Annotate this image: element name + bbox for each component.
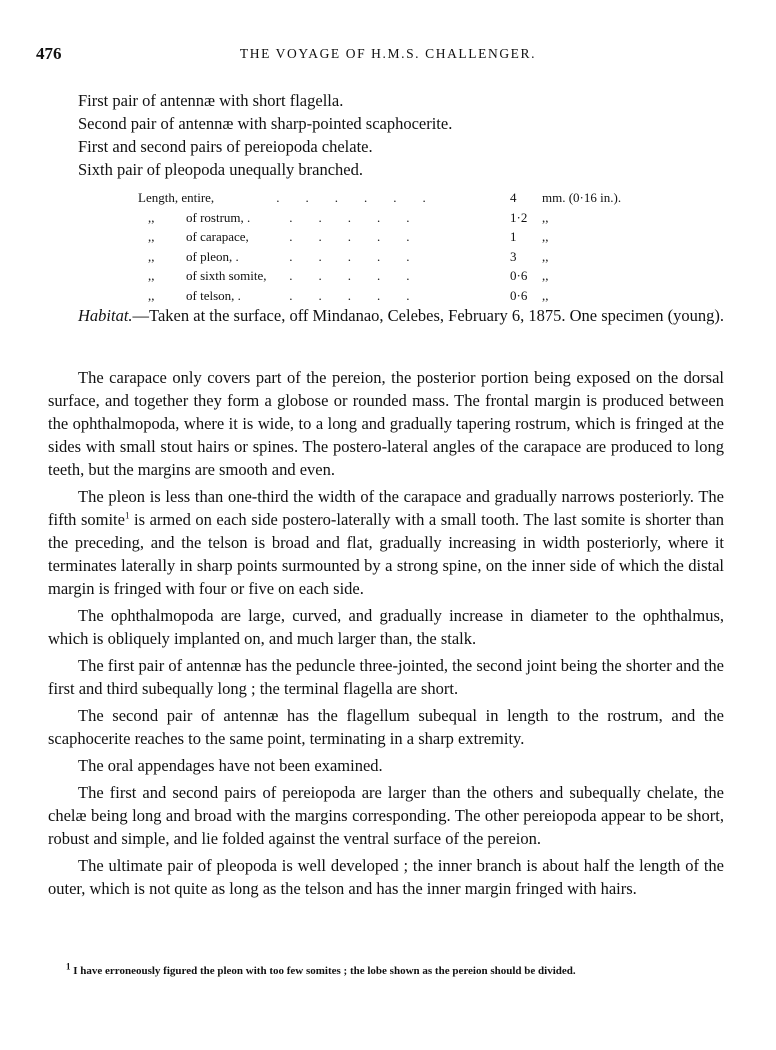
measurement-label: of carapace,	[186, 229, 249, 244]
character-line: Sixth pair of pleopoda unequally branched.	[78, 160, 364, 179]
measurement-unit: mm. (0·16 in.).	[542, 190, 622, 205]
measurement-value: 0·6	[510, 287, 528, 303]
measurement-row	[138, 190, 658, 210]
measurement-row	[138, 210, 658, 230]
measurement-unit: ,,	[542, 229, 549, 244]
paragraph-carapace: The carapace only covers part of the pereion, the posterior portion being exposed on the dorsal surface, and together they form a globose or rounded mass. The frontal margin is produced between the ophthalmopoda, where it is wide, to a long and gradually tapering rostrum, which is fringed at the sides with small stout hairs or spines. The postero-lateral angles of the carapace are produced to long teeth, but the margins are smooth and even.	[48, 368, 724, 479]
measurements-table	[138, 190, 658, 307]
ditto-mark: ,,	[148, 248, 155, 264]
measurement-label: of telson, .	[186, 287, 241, 303]
ditto-mark: ,,	[148, 229, 155, 244]
measurement-unit: ,,	[542, 248, 549, 264]
paragraph-pleon	[48, 485, 724, 600]
footnote-marker: 1	[66, 961, 71, 972]
measurement-label: Length, entire,	[138, 190, 215, 205]
paragraph-pereiopoda: The first and second pairs of pereiopoda are larger than the others and subequally chelate, the chelæ being long and broad with the margins corresponding. The other pereiopoda appear to be short, robust and simple, and lie folded against the ventral surface of the pereion.	[48, 783, 724, 848]
measurement-row	[138, 249, 658, 269]
character-line: First and second pairs of pereiopoda chelate.	[78, 137, 373, 156]
paragraph-pleopoda: The ultimate pair of pleopoda is well developed ; the inner branch is about half the length of the outer, which is not quite as long as the telson and has the inner margin fringed with hairs.	[48, 856, 724, 898]
running-title: THE VOYAGE OF H.M.S. CHALLENGER.	[239, 46, 537, 61]
measurement-label: of rostrum, .	[186, 209, 251, 225]
leader-dots: . . . . .	[260, 229, 420, 244]
habitat-paragraph	[48, 304, 724, 327]
paragraph-second-antennae: The second pair of antennæ has the flagellum subequal in length to the rostrum, and the scaphocerite reaches to the same point, terminating in a sharp extremity.	[48, 706, 724, 748]
paragraph-pleon-text-a: The pleon is less than one-third the width of the carapace and gradually narrows posteriorly. The fifth somite	[48, 487, 724, 529]
measurement-value: 4	[510, 190, 517, 205]
habitat-label: Habitat.	[78, 306, 133, 325]
ditto-mark: ,,	[148, 209, 155, 225]
habitat-text: —Taken at the surface, off Mindanao, Celebes, February 6, 1875. One specimen (young).	[132, 306, 724, 325]
measurement-value: 1·2	[510, 209, 528, 225]
description-body	[48, 366, 724, 904]
character-line: First pair of antennæ with short flagella.	[78, 91, 344, 110]
measurement-value: 3	[510, 248, 517, 264]
footnote-reference: 1	[124, 510, 130, 521]
leader-dots: . . . . .	[260, 248, 420, 264]
paragraph-pleon-text-b: is armed on each side postero-laterally with a small tooth. The last somite is shorter than the preceding, and the telson is broad and flat, gradually increasing in width posteriorly, where it terminates laterally in sharp points surmounted by a strong spine, on the inner side of which the distal margin is fringed with four or five on each side.	[48, 510, 724, 598]
ditto-mark: ,,	[148, 287, 155, 303]
leader-dots: . . . . . .	[260, 190, 436, 205]
measurement-value: 1	[510, 229, 517, 244]
measurement-unit: ,,	[542, 268, 549, 283]
leader-dots: . . . . .	[260, 268, 420, 283]
paragraph-first-antennae: The first pair of antennæ has the peduncle three-jointed, the second joint being the shorter and the first and third subequally long ; the terminal flagella are short.	[48, 656, 724, 698]
measurement-value: 0·6	[510, 268, 528, 283]
page-header	[36, 44, 740, 66]
page-number: 476	[36, 44, 62, 63]
measurement-unit: ,,	[542, 209, 549, 225]
paragraph-ophthalmopoda: The ophthalmopoda are large, curved, and gradually increase in diameter to the ophthalmus, which is obliquely implanted on, and much larger than, the stalk.	[48, 606, 724, 648]
measurement-unit: ,,	[542, 287, 549, 303]
measurement-row	[138, 229, 658, 249]
measurement-row	[138, 268, 658, 288]
leader-dots: . . . . .	[260, 209, 420, 225]
paragraph-oral-appendages: The oral appendages have not been examined.	[78, 756, 383, 775]
measurement-label: of pleon, .	[186, 248, 239, 264]
measurement-label: of sixth somite,	[186, 268, 267, 283]
character-line: Second pair of antennæ with sharp-pointed scaphocerite.	[78, 114, 453, 133]
leader-dots: . . . . .	[260, 287, 420, 303]
footnote	[66, 961, 726, 978]
ditto-mark: ,,	[148, 268, 155, 283]
footnote-text: I have erroneously figured the pleon with too few somites ; the lobe shown as the pereion should be divided.	[70, 965, 576, 977]
